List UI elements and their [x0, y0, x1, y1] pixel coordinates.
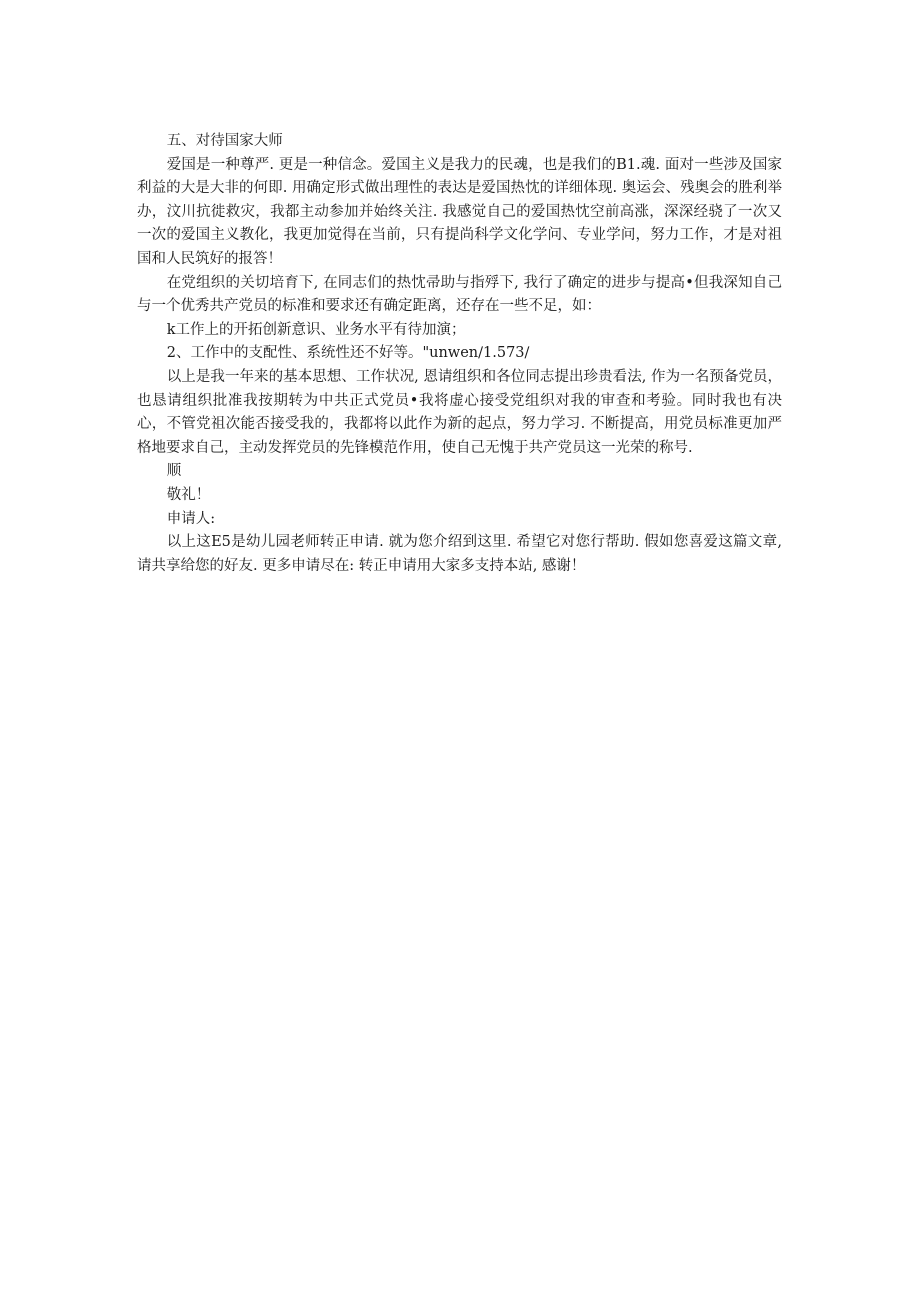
paragraph-patriotism: 爱国是一种尊严. 更是一种信念。爱国主义是我力的民魂，也是我们的B1.魂. 面对一些涉及国家利益的大是大非的何即. 用确定形式做出理性的表达是爱国热忱的详细体现. 奥运会、残奥会的胜利举办，汶川抗徙救灾，我都主动参加并始终关注. 我感觉自己的爱国热忱空前高涨，深深经骁了一次又一次的爱国主义教化，我更加觉得在当前，只有提尚科学文化学问、专业学问，努力工作，才是对祖国和人民筑好的报答！ [137, 156, 782, 267]
section-heading: 五、对待国家大师 [166, 133, 283, 149]
applicant-label: 申请人: [166, 510, 216, 527]
paragraph-conclusion: 以上是我一年来的基本思想、工作状况, 恩请组织和各位同志提出珍贵看法, 作为一名预备党员，也恳请组织批准我按期转为中共正式党员•我将虚心接受党组织对我的审查和考验。同时我也有决心，不管党祖次能否接受我的，我都将以此作为新的起点，努力学习. 不断提高，用党员标准更加严格地要求自己，主动发挥党员的先锋模范作用，使自己无愧于共产党员这一光荣的称号. [137, 368, 782, 456]
closing-salute: 敬礼！ [166, 486, 211, 503]
paragraph-progress: 在党组织的关切培育下, 在同志们的热忱帚助与指殍下, 我行了确定的进步与提高•但我深知自己与一个优秀共产党员的标准和要求还有确定距离，还存在一些不足，如： [137, 274, 782, 315]
list-item-shortcoming-2: 2、工作中的支配性、系统性还不好等。"unwen∕1.573∕ [166, 345, 530, 362]
document-body [137, 130, 782, 578]
closing-shun: 顺 [166, 463, 182, 480]
list-item-shortcoming-1: k工作上的开拓创新意识、业务水平有待加演； [166, 321, 466, 338]
paragraph-footer-note: 以上这E5是幼儿园老师转正申请. 就为您介绍到这里. 希望它对您行帮助. 假如您喜爱这篇文章, 请共享给您的好友. 更多申请尽在: 转正申请用大家多支持本站, 感谢！ [137, 534, 782, 574]
